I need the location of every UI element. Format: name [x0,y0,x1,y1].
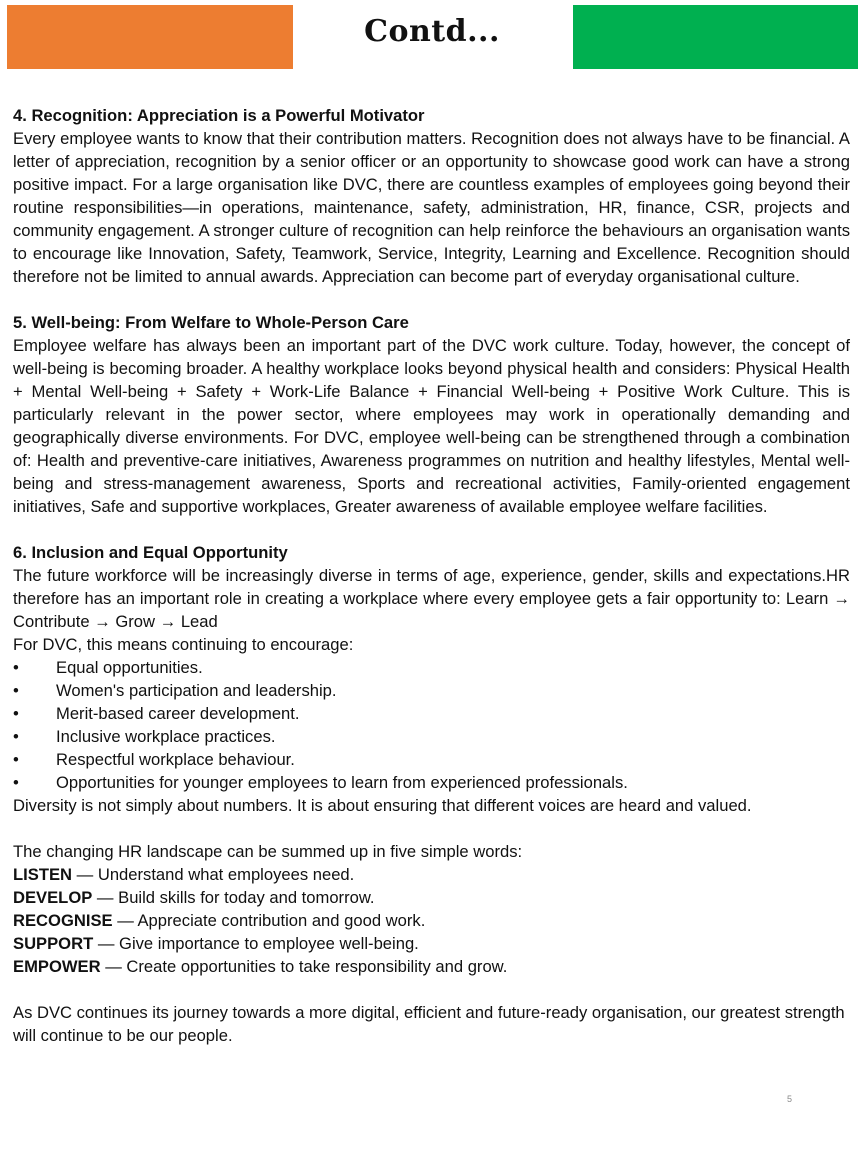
section-closing: Diversity is not simply about numbers. It is about ensuring that different voices are heard and valued. [13,796,752,815]
keyword-description: — Appreciate contribution and good work. [112,911,426,930]
list-item-text: Opportunities for younger employees to learn from experienced professionals. [56,773,628,792]
section-conclusion [13,1001,850,1047]
bullet-icon: • [13,658,19,677]
bullet-icon: • [13,727,19,746]
bullet-icon: • [13,704,19,723]
keyword-description: — Give importance to employee well-being. [93,934,419,953]
section-heading: 5. Well-being: From Welfare to Whole-Person Care [13,313,409,332]
section-summary [13,840,850,978]
document-body [13,104,850,1070]
list-item [13,679,850,702]
keyword-description: — Create opportunities to take responsibility and grow. [100,957,508,976]
bullet-list [13,656,850,794]
bullet-icon: • [13,681,19,700]
keyword: EMPOWER [13,957,101,976]
section-paragraph: Employee welfare has always been an important part of the DVC work culture. Today, however, the concept of well-being is becoming broader. A healthy workplace looks beyond physical health and considers: Physical Health + Mental Well-being + Safety + Work-Life Balance + Financial Well-being + Positive Work Culture. This is particularly relevant in the power sector, where employees may work in operationally demanding and geographically diverse environments. For DVC, employee well-being can be strengthened through a combination of: Health and preventive-care initiatives, Awareness programmes on nutrition and healthy lifestyles, Mental well-being and stress-management awareness, Sports and recreational activities, Family-oriented engagement initiatives, Safe and supportive workplaces, Greater awareness of available employee welfare facilities. [13,336,850,516]
summary-line-recognise [13,909,850,932]
section-inclusion [13,541,850,817]
list-item [13,748,850,771]
keyword: RECOGNISE [13,911,113,930]
section-heading: 4. Recognition: Appreciation is a Powerful Motivator [13,106,425,125]
list-item-text: Women's participation and leadership. [56,681,337,700]
section-paragraph: Every employee wants to know that their contribution matters. Recognition does not always have to be financial. A letter of appreciation, recognition by a senior officer or an opportunity to showcase good work can have a strong positive impact. For a large organisation like DVC, there are countless examples of employees going beyond their routine responsibilities—in operations, maintenance, safety, administration, HR, finance, CSR, projects and community engagement. A stronger culture of recognition can help reinforce the behaviours an organisation wants to encourage like Innovation, Safety, Teamwork, Service, Integrity, Learning and Excellence. Recognition should therefore not be limited to annual awards. Appreciation can become part of everyday organisational culture. [13,129,850,286]
list-item [13,725,850,748]
summary-line-support [13,932,850,955]
keyword-description: — Build skills for today and tomorrow. [92,888,375,907]
section-well-being [13,311,850,518]
keyword: LISTEN [13,865,73,884]
list-item [13,702,850,725]
keyword: DEVELOP [13,888,93,907]
conclusion-paragraph: As DVC continues its journey towards a more digital, efficient and future-ready organisation, our greatest strength will continue to be our people. [13,1003,845,1045]
page-title: Contd... [364,14,500,49]
list-item [13,771,850,794]
summary-line-empower [13,955,850,978]
section-paragraph: The future workforce will be increasingly diverse in terms of age, experience, gender, skills and expectations.HR therefore has an important role in creating a workplace where every employee gets a fair opportunity to: Learn → Contribute → Grow → Lead [13,566,850,631]
section-recognition [13,104,850,288]
keyword-description: — Understand what employees need. [72,865,355,884]
section-heading: 6. Inclusion and Equal Opportunity [13,543,288,562]
list-item-text: Merit-based career development. [56,704,300,723]
summary-intro: The changing HR landscape can be summed up in five simple words: [13,842,523,861]
list-item-text: Inclusive workplace practices. [56,727,276,746]
list-item [13,656,850,679]
bullet-icon: • [13,750,19,769]
list-item-text: Equal opportunities. [56,658,203,677]
list-item-text: Respectful workplace behaviour. [56,750,295,769]
keyword: SUPPORT [13,934,94,953]
summary-line-listen [13,863,850,886]
bullet-icon: • [13,773,19,792]
list-intro: For DVC, this means continuing to encourage: [13,635,354,654]
summary-line-develop [13,886,850,909]
page-number: 5 [787,1094,793,1104]
